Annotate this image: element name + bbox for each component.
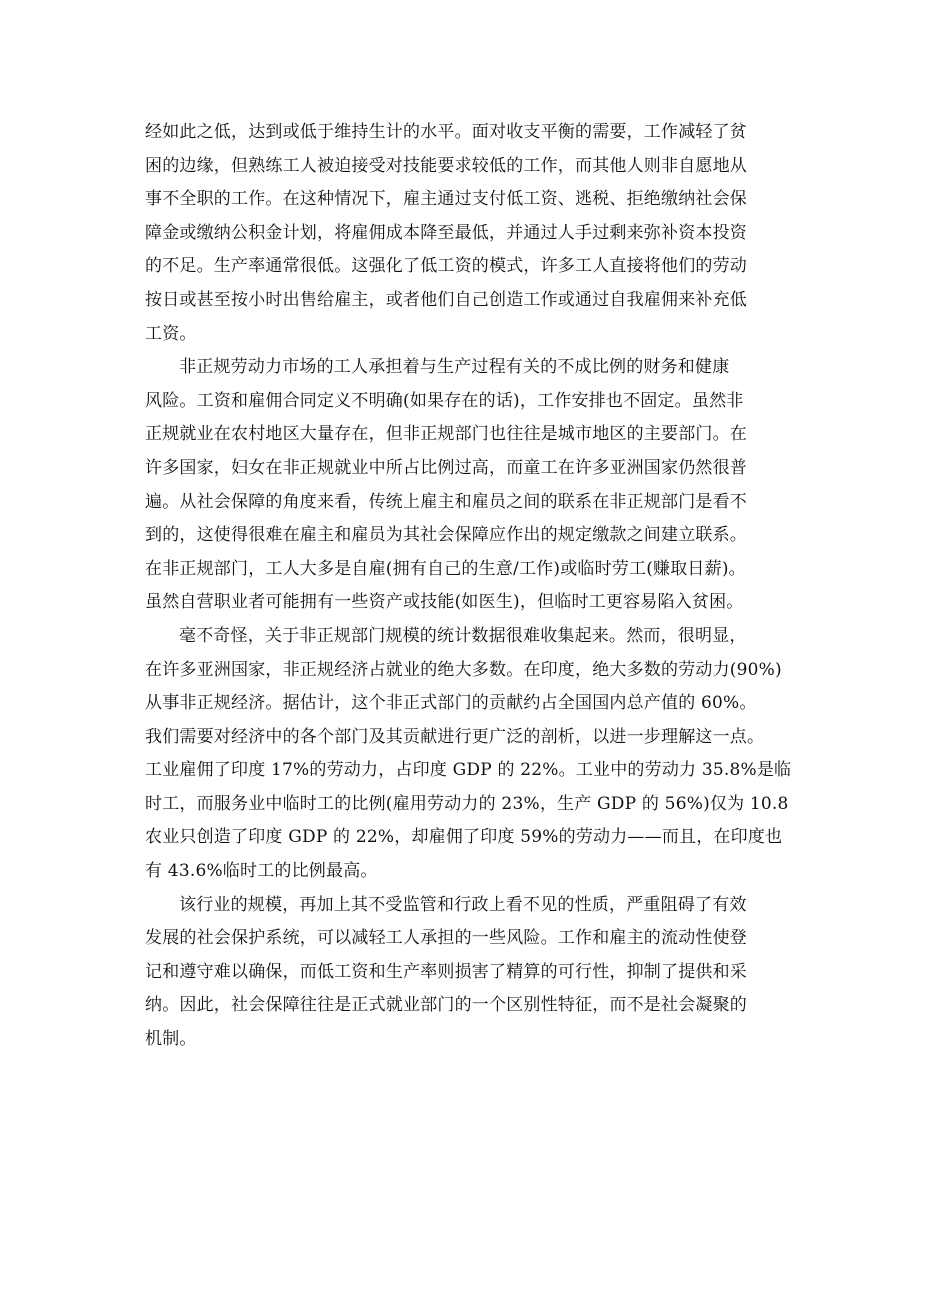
text-line: 遍。从社会保障的角度来看，传统上雇主和雇员之间的联系在非正规部门是看不 [145, 491, 747, 512]
text-line: 的不足。生产率通常很低。这强化了低工资的模式，许多工人直接将他们的劳动 [145, 256, 747, 277]
text-line: 事不全职的工作。在这种情况下，雇主通过支付低工资、逃税、拒绝缴纳社会保 [145, 189, 747, 210]
text-line: 从事非正规经济。据估计，这个非正式部门的贡献约占全国国内总产值的 60%。 [145, 693, 757, 714]
text-line: 在非正规部门，工人大多是自雇(拥有自己的生意/工作)或临时劳工(赚取日薪)。 [145, 558, 746, 579]
text-line: 有 43.6%临时工的比例最高。 [145, 861, 378, 882]
text-line: 工资。 [145, 323, 197, 344]
text-line: 发展的社会保护系统，可以减轻工人承担的一些风险。工作和雇主的流动性使登 [145, 928, 747, 949]
paragraph-3 [145, 620, 805, 889]
text-line: 许多国家，妇女在非正规就业中所占比例过高，而童工在许多亚洲国家仍然很普 [145, 457, 747, 478]
text-line: 正规就业在农村地区大量存在，但非正规部门也往往是城市地区的主要部门。在 [145, 424, 747, 445]
text-line: 时工，而服务业中临时工的比例(雇用劳动力的 23%，生产 GDP 的 56%)仅为 10.8 [145, 793, 789, 814]
text-line: 困的边缘，但熟练工人被迫接受对技能要求较低的工作，而其他人则非自愿地从 [145, 155, 747, 176]
text-line: 我们需要对经济中的各个部门及其贡献进行更广泛的剖析，以进一步理解这一点。 [145, 726, 765, 747]
text-line: 障金或缴纳公积金计划，将雇佣成本降至最低，并通过人手过剩来弥补资本投资 [145, 222, 747, 243]
text-line: 到的，这使得很难在雇主和雇员为其社会保障应作出的规定缴款之间建立联系。 [145, 525, 747, 546]
text-line: 风险。工资和雇佣合同定义不明确(如果存在的话)，工作安排也不固定。虽然非 [145, 390, 744, 411]
text-line: 非正规劳动力市场的工人承担着与生产过程有关的不成比例的财务和健康 [179, 357, 730, 378]
text-line: 纳。因此，社会保障往往是正式就业部门的一个区别性特征，而不是社会凝聚的 [145, 995, 747, 1016]
text-line: 经如此之低，达到或低于维持生计的水平。面对收支平衡的需要，工作减轻了贫 [145, 122, 747, 142]
text-line: 机制。 [145, 1029, 197, 1050]
text-line: 记和遵守难以确保，而低工资和生产率则损害了精算的可行性，抑制了提供和采 [145, 961, 747, 982]
paragraph-2 [145, 351, 805, 620]
text-line: 毫不奇怪，关于非正规部门规模的统计数据很难收集起来。然而，很明显， [179, 625, 747, 646]
text-line: 在许多亚洲国家，非正规经济占就业的绝大多数。在印度，绝大多数的劳动力(90%) [145, 659, 782, 680]
paragraph-4 [145, 889, 805, 1057]
text-line: 工业雇佣了印度 17%的劳动力，占印度 GDP 的 22%。工业中的劳动力 35.8%是临 [145, 760, 792, 781]
text-line: 农业只创造了印度 GDP 的 22%，却雇佣了印度 59%的劳动力——而且，在印度也 [145, 827, 783, 848]
paragraph-1 [145, 116, 805, 351]
text-line: 该行业的规模，再加上其不受监管和行政上看不见的性质，严重阻碍了有效 [179, 894, 747, 915]
document-page [145, 116, 805, 1057]
text-line: 按日或甚至按小时出售给雇主，或者他们自己创造工作或通过自我雇佣来补充低 [145, 289, 747, 310]
text-line: 虽然自营职业者可能拥有一些资产或技能(如医生)，但临时工更容易陷入贫困。 [145, 592, 744, 613]
